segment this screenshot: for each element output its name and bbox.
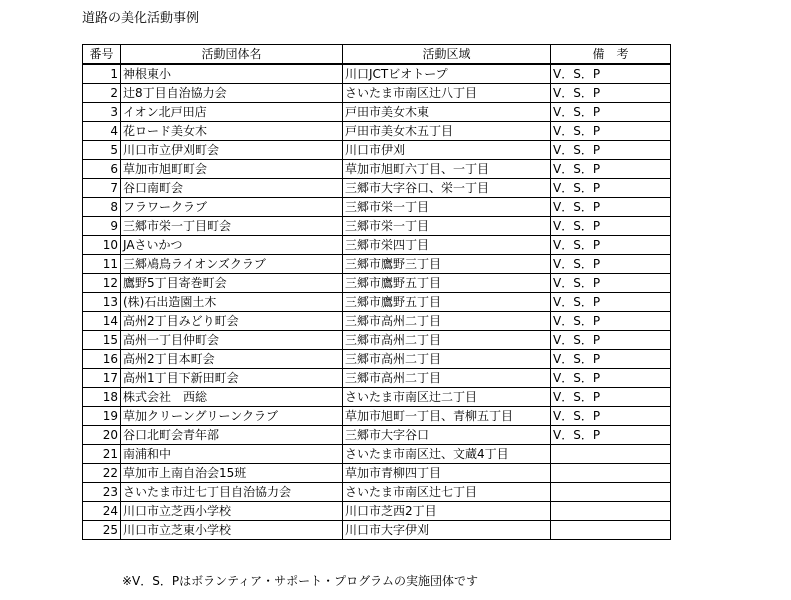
activity-table — [82, 44, 671, 540]
table-row — [83, 502, 671, 521]
remarks-cell: V．S．P — [551, 141, 671, 160]
remarks-cell: V．S．P — [551, 198, 671, 217]
group-name-cell: 高州2丁目みどり町会 — [121, 312, 343, 331]
table-row — [83, 521, 671, 540]
row-number: 1 — [83, 64, 121, 84]
remarks-cell: V．S．P — [551, 103, 671, 122]
remarks-cell: V．S．P — [551, 179, 671, 198]
remarks-cell: V．S．P — [551, 293, 671, 312]
table-row — [83, 331, 671, 350]
group-name-cell: 鷹野5丁目寄巻町会 — [121, 274, 343, 293]
activity-area-cell: 三郷市鷹野三丁目 — [343, 255, 551, 274]
row-number: 13 — [83, 293, 121, 312]
activity-area-cell: さいたま市南区辻七丁目 — [343, 483, 551, 502]
row-number: 20 — [83, 426, 121, 445]
remarks-cell: V．S．P — [551, 84, 671, 103]
table-row — [83, 369, 671, 388]
table-row — [83, 350, 671, 369]
group-name-cell: 高州一丁目仲町会 — [121, 331, 343, 350]
activity-area-cell: 川口市伊刈 — [343, 141, 551, 160]
remarks-cell — [551, 464, 671, 483]
activity-area-cell: 三郷市栄一丁目 — [343, 217, 551, 236]
table-body — [83, 64, 671, 540]
activity-area-cell: 三郷市高州二丁目 — [343, 331, 551, 350]
row-number: 6 — [83, 160, 121, 179]
group-name-cell: 高州2丁目本町会 — [121, 350, 343, 369]
table-row — [83, 179, 671, 198]
group-name-cell: 草加クリーングリーンクラブ — [121, 407, 343, 426]
remarks-cell: V．S．P — [551, 255, 671, 274]
row-number: 25 — [83, 521, 121, 540]
activity-area-cell: 川口市芝西2丁目 — [343, 502, 551, 521]
activity-area-cell: さいたま市南区辻、文蔵4丁目 — [343, 445, 551, 464]
page-title: 道路の美化活動事例 — [82, 11, 200, 26]
row-number: 14 — [83, 312, 121, 331]
table-row — [83, 445, 671, 464]
group-name-cell: JAさいかつ — [121, 236, 343, 255]
row-number: 8 — [83, 198, 121, 217]
group-name-cell: 南浦和中 — [121, 445, 343, 464]
remarks-cell: V．S．P — [551, 236, 671, 255]
row-number: 23 — [83, 483, 121, 502]
table-row — [83, 388, 671, 407]
table-row — [83, 122, 671, 141]
activity-area-cell: 戸田市美女木東 — [343, 103, 551, 122]
table-row — [83, 198, 671, 217]
group-name-cell: 花ロード美女木 — [121, 122, 343, 141]
group-name-cell: (株)石出造園土木 — [121, 293, 343, 312]
activity-area-cell: 三郷市大字谷口 — [343, 426, 551, 445]
group-name-cell: 三郷鳰鳥ライオンズクラブ — [121, 255, 343, 274]
header-remarks: 備 考 — [551, 45, 671, 65]
row-number: 12 — [83, 274, 121, 293]
group-name-cell: 神根東小 — [121, 64, 343, 84]
activity-area-cell: 三郷市鷹野五丁目 — [343, 274, 551, 293]
activity-area-cell: 草加市旭町六丁目、一丁目 — [343, 160, 551, 179]
row-number: 2 — [83, 84, 121, 103]
activity-area-cell: 戸田市美女木五丁目 — [343, 122, 551, 141]
table-row — [83, 236, 671, 255]
remarks-cell: V．S．P — [551, 426, 671, 445]
remarks-cell: V．S．P — [551, 312, 671, 331]
remarks-cell — [551, 483, 671, 502]
activity-area-cell: 草加市旭町一丁目、青柳五丁目 — [343, 407, 551, 426]
row-number: 9 — [83, 217, 121, 236]
activity-area-cell: 三郷市高州二丁目 — [343, 350, 551, 369]
group-name-cell: フラワークラブ — [121, 198, 343, 217]
row-number: 17 — [83, 369, 121, 388]
table-row — [83, 217, 671, 236]
activity-area-cell: 三郷市栄四丁目 — [343, 236, 551, 255]
row-number: 11 — [83, 255, 121, 274]
header-activity-area: 活動区域 — [343, 45, 551, 65]
row-number: 22 — [83, 464, 121, 483]
activity-area-cell: さいたま市南区辻八丁目 — [343, 84, 551, 103]
table-row — [83, 64, 671, 84]
remarks-cell: V．S．P — [551, 274, 671, 293]
table-row — [83, 255, 671, 274]
row-number: 21 — [83, 445, 121, 464]
table-row — [83, 84, 671, 103]
table-row — [83, 464, 671, 483]
table-row — [83, 274, 671, 293]
group-name-cell: 草加市上南自治会15班 — [121, 464, 343, 483]
activity-area-cell: さいたま市南区辻二丁目 — [343, 388, 551, 407]
row-number: 16 — [83, 350, 121, 369]
group-name-cell: 川口市立伊刈町会 — [121, 141, 343, 160]
header-number: 番号 — [83, 45, 121, 65]
remarks-cell: V．S．P — [551, 64, 671, 84]
group-name-cell: 高州1丁目下新田町会 — [121, 369, 343, 388]
activity-area-cell: 三郷市鷹野五丁目 — [343, 293, 551, 312]
remarks-cell: V．S．P — [551, 331, 671, 350]
table-header-row — [83, 45, 671, 65]
row-number: 15 — [83, 331, 121, 350]
remarks-cell: V．S．P — [551, 160, 671, 179]
table-row — [83, 426, 671, 445]
row-number: 7 — [83, 179, 121, 198]
group-name-cell: 辻8丁目自治協力会 — [121, 84, 343, 103]
activity-area-cell: 三郷市大字谷口、栄一丁目 — [343, 179, 551, 198]
table-row — [83, 293, 671, 312]
remarks-cell: V．S．P — [551, 388, 671, 407]
group-name-cell: 川口市立芝西小学校 — [121, 502, 343, 521]
group-name-cell: 川口市立芝東小学校 — [121, 521, 343, 540]
remarks-cell: V．S．P — [551, 217, 671, 236]
footnote: ※V．S．Pはボランティア・サポート・プログラムの実施団体です — [122, 574, 479, 588]
activity-area-cell: 三郷市高州二丁目 — [343, 312, 551, 331]
table-row — [83, 407, 671, 426]
row-number: 18 — [83, 388, 121, 407]
activity-area-cell: 三郷市栄一丁目 — [343, 198, 551, 217]
group-name-cell: さいたま市辻七丁目自治協力会 — [121, 483, 343, 502]
row-number: 24 — [83, 502, 121, 521]
row-number: 4 — [83, 122, 121, 141]
remarks-cell: V．S．P — [551, 122, 671, 141]
group-name-cell: イオン北戸田店 — [121, 103, 343, 122]
header-group-name: 活動団体名 — [121, 45, 343, 65]
group-name-cell: 株式会社 西総 — [121, 388, 343, 407]
activity-area-cell: 草加市青柳四丁目 — [343, 464, 551, 483]
remarks-cell — [551, 521, 671, 540]
remarks-cell — [551, 502, 671, 521]
table-row — [83, 483, 671, 502]
group-name-cell: 三郷市栄一丁目町会 — [121, 217, 343, 236]
table-row — [83, 160, 671, 179]
remarks-cell: V．S．P — [551, 369, 671, 388]
activity-area-cell: 川口JCTビオトープ — [343, 64, 551, 84]
table-row — [83, 141, 671, 160]
row-number: 19 — [83, 407, 121, 426]
remarks-cell — [551, 445, 671, 464]
group-name-cell: 草加市旭町町会 — [121, 160, 343, 179]
group-name-cell: 谷口南町会 — [121, 179, 343, 198]
activity-area-cell: 三郷市高州二丁目 — [343, 369, 551, 388]
group-name-cell: 谷口北町会青年部 — [121, 426, 343, 445]
row-number: 10 — [83, 236, 121, 255]
activity-area-cell: 川口市大字伊刈 — [343, 521, 551, 540]
remarks-cell: V．S．P — [551, 350, 671, 369]
table-row — [83, 103, 671, 122]
row-number: 3 — [83, 103, 121, 122]
row-number: 5 — [83, 141, 121, 160]
table-row — [83, 312, 671, 331]
remarks-cell: V．S．P — [551, 407, 671, 426]
